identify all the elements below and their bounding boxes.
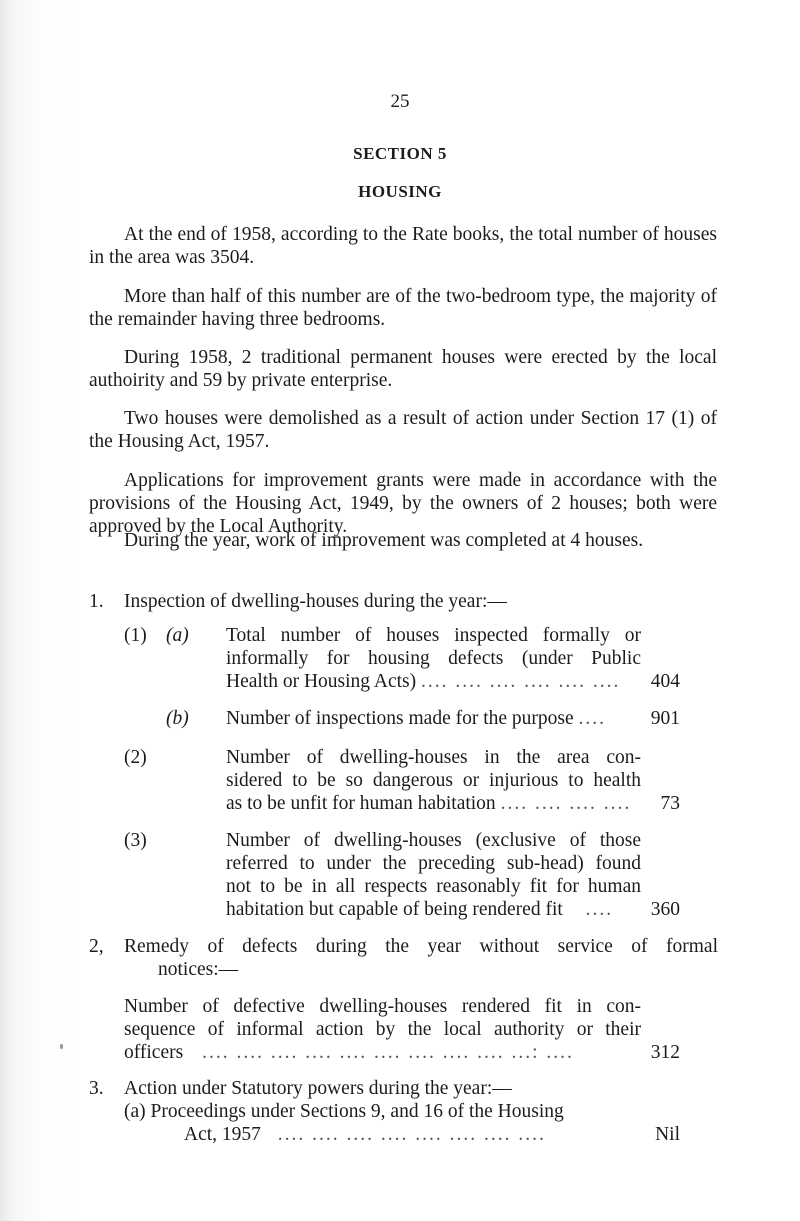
paper-speck	[60, 1044, 63, 1049]
section-heading: HOUSING	[358, 182, 442, 201]
sub-item-2-number: (2)	[124, 747, 147, 768]
list-item-2-text-line2: sequence of informal action by the local authority or their	[124, 1019, 641, 1040]
sub-item-1b-text-line	[226, 707, 606, 730]
list-item-2-text: officers	[124, 1042, 184, 1063]
list-item-3a-line1: (a) Proceedings under Sections 9, and 16 of the Housing	[124, 1101, 564, 1122]
dot-leader: ....	[585, 899, 614, 920]
sub-item-3-text: habitation but capable of being rendered fit	[226, 899, 563, 920]
sub-item-1b-text: Number of inspections made for the purpose	[226, 708, 574, 729]
sub-item-3-text-line3: not to be in all respects reasonably fit for human	[226, 876, 641, 897]
sub-item-3-text-line4	[226, 898, 613, 921]
dot-leader: .... .... .... .... .... .... .... ....	[277, 1124, 546, 1145]
value-fit-capable-houses: 360	[650, 899, 680, 920]
paragraph-total-houses: At the end of 1958, according to the Rate books, the total number of houses in the area was 3504.	[89, 224, 717, 268]
list-item-2-number: 2,	[89, 936, 104, 957]
dot-leader: .... .... .... ....	[500, 793, 632, 814]
sub-item-1b-label: (b)	[166, 708, 189, 729]
list-item-2-title-line1: Remedy of defects during the year without service of formal	[124, 936, 718, 957]
value-unfit-houses: 73	[660, 793, 680, 814]
list-item-1-number: 1.	[89, 591, 104, 612]
list-item-2-text-line1: Number of defective dwelling-houses rendered fit in con-	[124, 996, 641, 1017]
dot-leader: .... .... .... .... .... ....	[420, 671, 621, 692]
sub-item-2-text-line2: sidered to be so dangerous or injurious to health	[226, 770, 641, 791]
value-inspections-made: 901	[650, 708, 680, 729]
sub-item-1-number: (1)	[124, 625, 147, 646]
list-item-3-title: Action under Statutory powers during the year:—	[124, 1078, 512, 1099]
sub-item-3-text-line1: Number of dwelling-houses (exclusive of those	[226, 830, 641, 851]
page-number: 25	[390, 91, 410, 112]
list-item-3a-text: Act, 1957	[184, 1124, 261, 1145]
paragraph-improvement-grants: Applications for improvement grants were made in accordance with the provisions of the Housing Act, 1949, by the owners of 2 houses; both were approved by the Local Authority.	[89, 470, 717, 537]
sub-item-1a-text-line2: informally for housing defects (under Public	[226, 648, 641, 669]
list-item-1-title: Inspection of dwelling-houses during the year:—	[124, 591, 507, 612]
sub-item-3-text-line2: referred to under the preceding sub-head) found	[226, 853, 641, 874]
value-rendered-fit-informal: 312	[650, 1042, 680, 1063]
list-item-2-title-line2: notices:—	[158, 959, 239, 980]
dot-leader: .... .... .... .... .... .... .... .... .... ...: ....	[202, 1042, 574, 1063]
paragraph-bedroom-types: More than half of this number are of the two-bedroom type, the majority of the remainder having three bedrooms.	[89, 286, 717, 330]
sub-item-3-number: (3)	[124, 830, 147, 851]
sub-item-1a-text-line1: Total number of houses inspected formally or	[226, 625, 641, 646]
sub-item-2-text-line1: Number of dwelling-houses in the area con-	[226, 747, 641, 768]
paragraph-demolished: Two houses were demolished as a result of action under Section 17 (1) of the Housing Act, 1957.	[89, 408, 717, 452]
sub-item-1a-text: Health or Housing Acts)	[226, 671, 417, 692]
paragraph-houses-erected: During 1958, 2 traditional permanent houses were erected by the local authoirity and 59 by private enterprise.	[89, 347, 717, 391]
section-title: SECTION 5	[353, 144, 447, 163]
list-item-3-number: 3.	[89, 1078, 104, 1099]
sub-item-1a-text-line3	[226, 670, 620, 693]
value-houses-inspected: 404	[650, 671, 680, 692]
sub-item-2-text: as to be unfit for human habitation	[226, 793, 496, 814]
dot-leader: ....	[578, 708, 607, 729]
value-proceedings: Nil	[655, 1124, 680, 1145]
list-item-2-text-line3	[124, 1041, 574, 1064]
paragraph-improvement-completed: During the year, work of improvement was completed at 4 houses.	[124, 530, 644, 551]
sub-item-1a-label: (a)	[166, 625, 189, 646]
list-item-3a-line2	[184, 1123, 546, 1146]
sub-item-2-text-line3	[226, 792, 631, 815]
